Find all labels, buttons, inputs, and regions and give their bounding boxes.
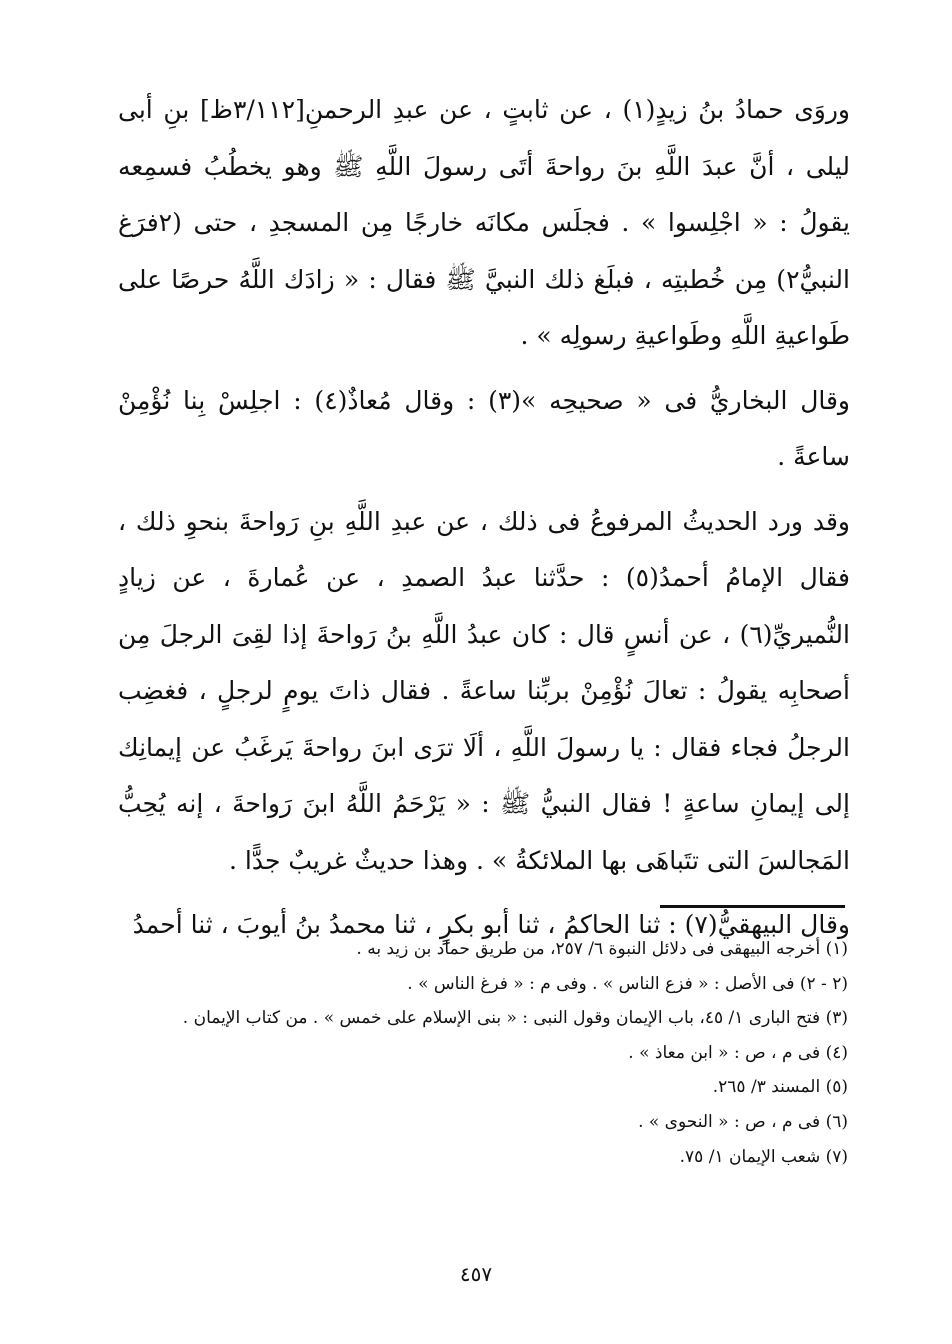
footnote-6: (٦) فى م ، ص : « النحوى » . xyxy=(638,1111,848,1132)
page-number: ٤٥٧ xyxy=(459,1262,493,1286)
paragraph-4: وقال البيهقيُّ(٧) : ثنا الحاكمُ ، ثنا أبو بكرٍ ، ثنا محمدُ بنُ أيوبَ ، ثنا أحمدُ xyxy=(132,910,850,939)
footnote-3: (٣) فتح البارى ١/ ٤٥، باب الإيمان وقول النبى : « بنى الإسلام على خمس » . من كتاب الإيمان . xyxy=(182,1008,848,1029)
footnote-2: (٢ - ٢) فى الأصل : « فزع الناس » . وفى م : « فرغ الناس » . xyxy=(407,973,848,994)
footnote-7: (٧) شعب الإيمان ١/ ٧٥. xyxy=(679,1146,848,1167)
footnote-1: (١) أخرجه البيهقى فى دلائل النبوة ٦/ ٢٥٧، من طريق حماد بن زيد به . xyxy=(356,939,848,959)
footnote-5: (٥) المسند ٣/ ٢٦٥. xyxy=(712,1077,848,1098)
main-text xyxy=(118,82,850,962)
footnote-separator xyxy=(660,905,845,908)
paragraph-3: وقد ورد الحديثُ المرفوعُ فى ذلك ، عن عبدِ اللَّهِ بنِ رَواحةَ بنحوِ ذلك ، فقال الإمامُ أحمدُ(٥) : حدَّثنا عبدُ الصمدِ ، عن عُمارةَ ، عن زيادٍ النُّميريِّ(٦) ، عن أنسٍ قال : كان عبدُ اللَّهِ بنُ رَواحةَ إذا لقِىَ الرجلَ مِن أصحابِه يقولُ : تعالَ نُؤْمِنْ بربِّنا ساعةً . فقال ذاتَ يومٍ لرجلٍ ، فغضِب الرجلُ فجاء فقال : يا رسولَ اللَّهِ ، ألَا ترَى ابنَ رواحةَ يَرغَبُ عن إيمانِك إلى إيمانِ ساعةٍ ! فقال النبيُّ ﷺ : « يَرْحَمُ اللَّهُ ابنَ رَواحةَ ، إنه يُحِبُّ المَجالسَ التى تتَباهَى بها الملائكةُ » . وهذا حديثٌ غريبٌ جدًّا . xyxy=(118,506,850,875)
footnotes xyxy=(118,932,848,1174)
footnote-4: (٤) فى م ، ص : « ابن معاذ » . xyxy=(628,1042,848,1063)
paragraph-1: وروَى حمادُ بنُ زيدٍ(١) ، عن ثابتٍ ، عن عبدِ الرحمنِ[٣/١١٢ظ] بنِ أبى ليلى ، أنَّ عبدَ اللَّهِ بنَ رواحةَ أتَى رسولَ اللَّهِ ﷺ وهو يخطُبُ فسمِعه يقولُ : « اجْلِسوا » . فجلَس مكانَه خارجًا مِن المسجدِ ، حتى (٢فرَغ النبيُّ٢) مِن خُطبتِه ، فبلَغ ذلك النبيَّ ﷺ فقال : « زادَك اللَّهُ حرصًا على طَواعيةِ اللَّهِ وطَواعيةِ رسولِه » . xyxy=(118,95,850,350)
paragraph-2: وقال البخاريُّ فى « صحيحِه »(٣) : وقال مُعاذٌ(٤) : اجلِسْ بِنا نُؤْمِنْ ساعةً . xyxy=(118,385,850,471)
